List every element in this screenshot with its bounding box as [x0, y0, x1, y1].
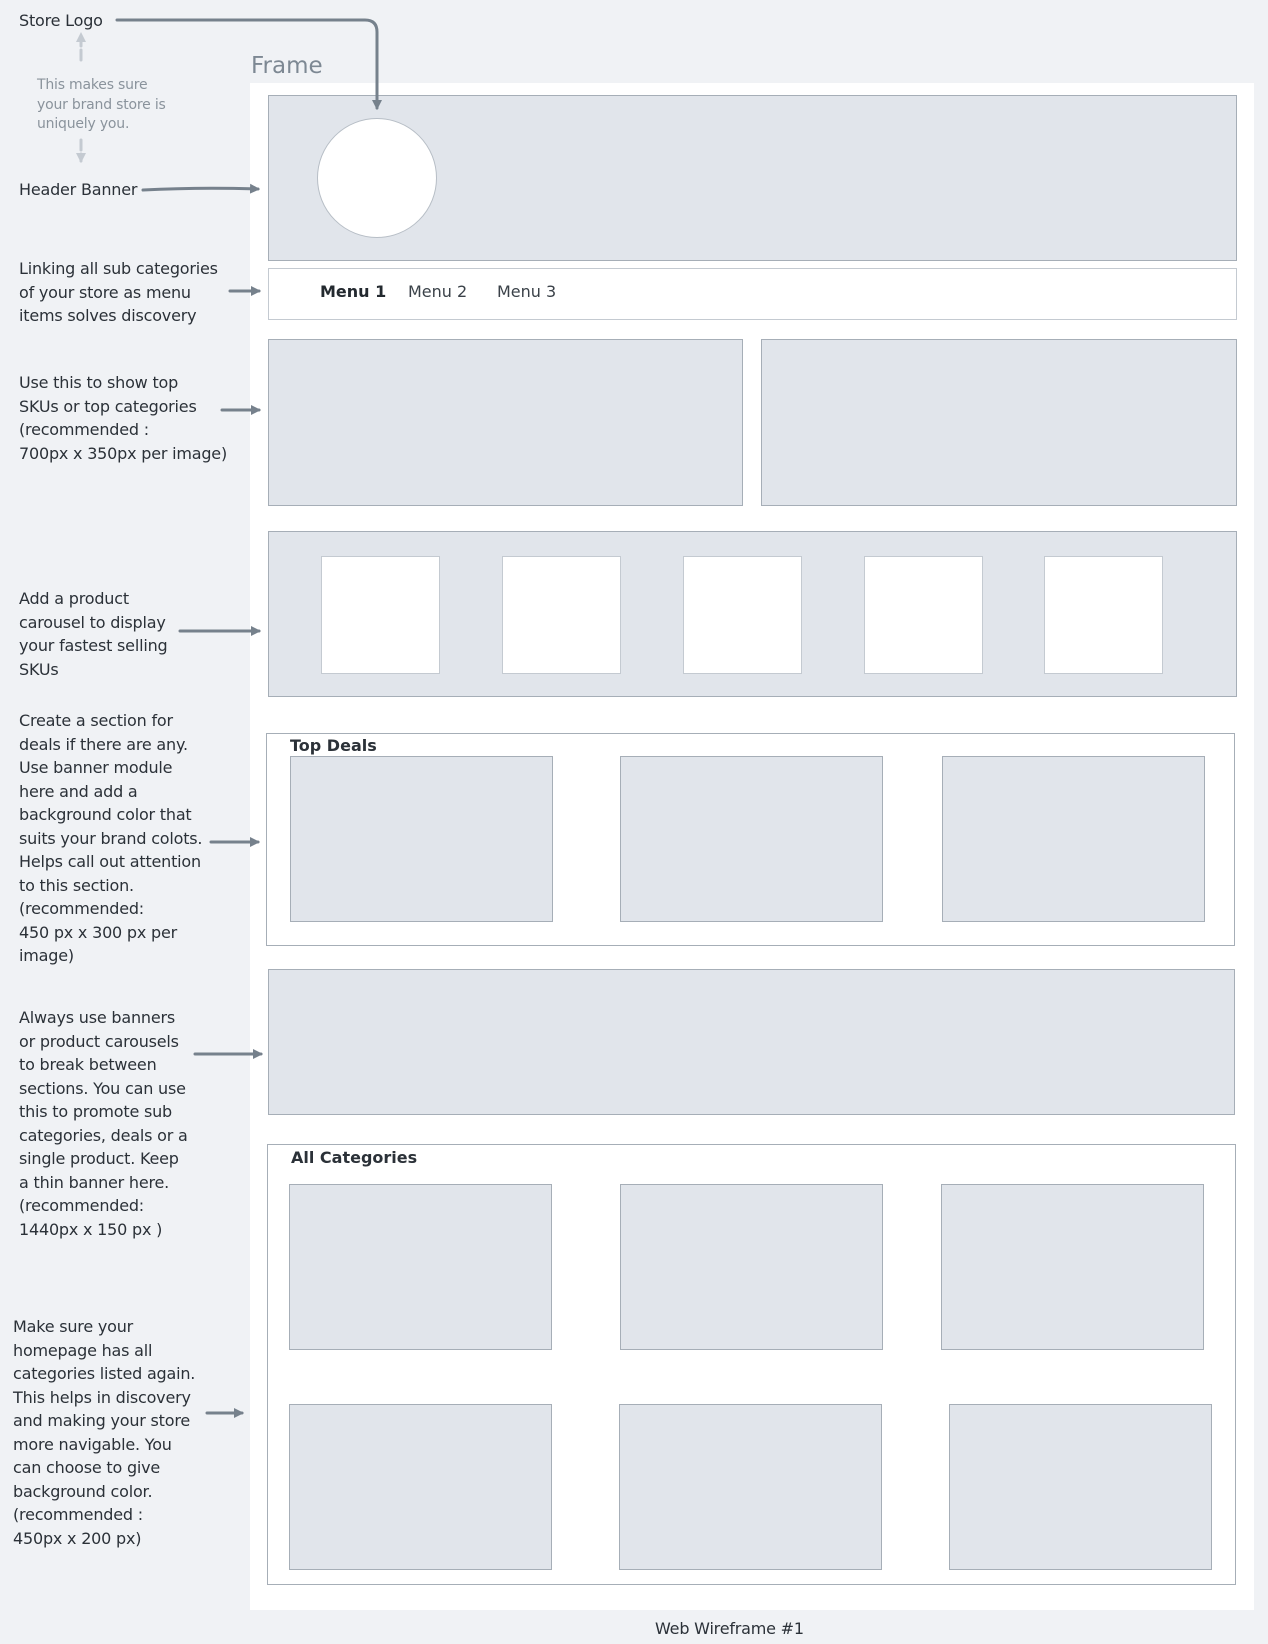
logo-note-annotation: This makes sure your brand store is uniquely you. — [37, 77, 166, 132]
menu-item-3[interactable]: Menu 3 — [497, 282, 557, 301]
store-logo-annotation: Store Logo — [19, 11, 103, 30]
thin-banner-annotation: Always use banners or product carousels to break between sections. You can use this to promote sub categories, deals or a single product. Keep a thin banner here. (recommended: 1440px x 150 px ) — [19, 1008, 188, 1239]
store-logo-arrow — [117, 20, 377, 108]
carousel-annotation: Add a product carousel to display your fastest selling SKUs — [19, 589, 168, 679]
menu-item-2[interactable]: Menu 2 — [408, 282, 468, 301]
top-skus-annotation: Use this to show top SKUs or top categories (recommended : 700px x 350px per image) — [19, 373, 227, 463]
header-banner-arrow — [143, 188, 258, 190]
deals-annotation: Create a section for deals if there are any. Use banner module here and add a background color that suits your brand colots. Helps call out attention to this section. (recommended: 450 px x 300 px per image) — [19, 711, 203, 965]
wireframe-caption: Web Wireframe #1 — [655, 1619, 804, 1638]
menu-annotation: Linking all sub categories of your store as menu items solves discovery — [19, 259, 218, 325]
all-categories-title: All Categories — [291, 1148, 418, 1167]
categories-annotation: Make sure your homepage has all categories listed again. This helps in discovery and making your store more navigable. You can choose to give background color. (recommended : 450px x 200 px) — [13, 1317, 196, 1548]
header-banner-annotation: Header Banner — [19, 180, 138, 199]
frame-title: Frame — [251, 53, 323, 79]
menu-item-1[interactable]: Menu 1 — [320, 282, 387, 301]
top-deals-title: Top Deals — [290, 736, 377, 755]
